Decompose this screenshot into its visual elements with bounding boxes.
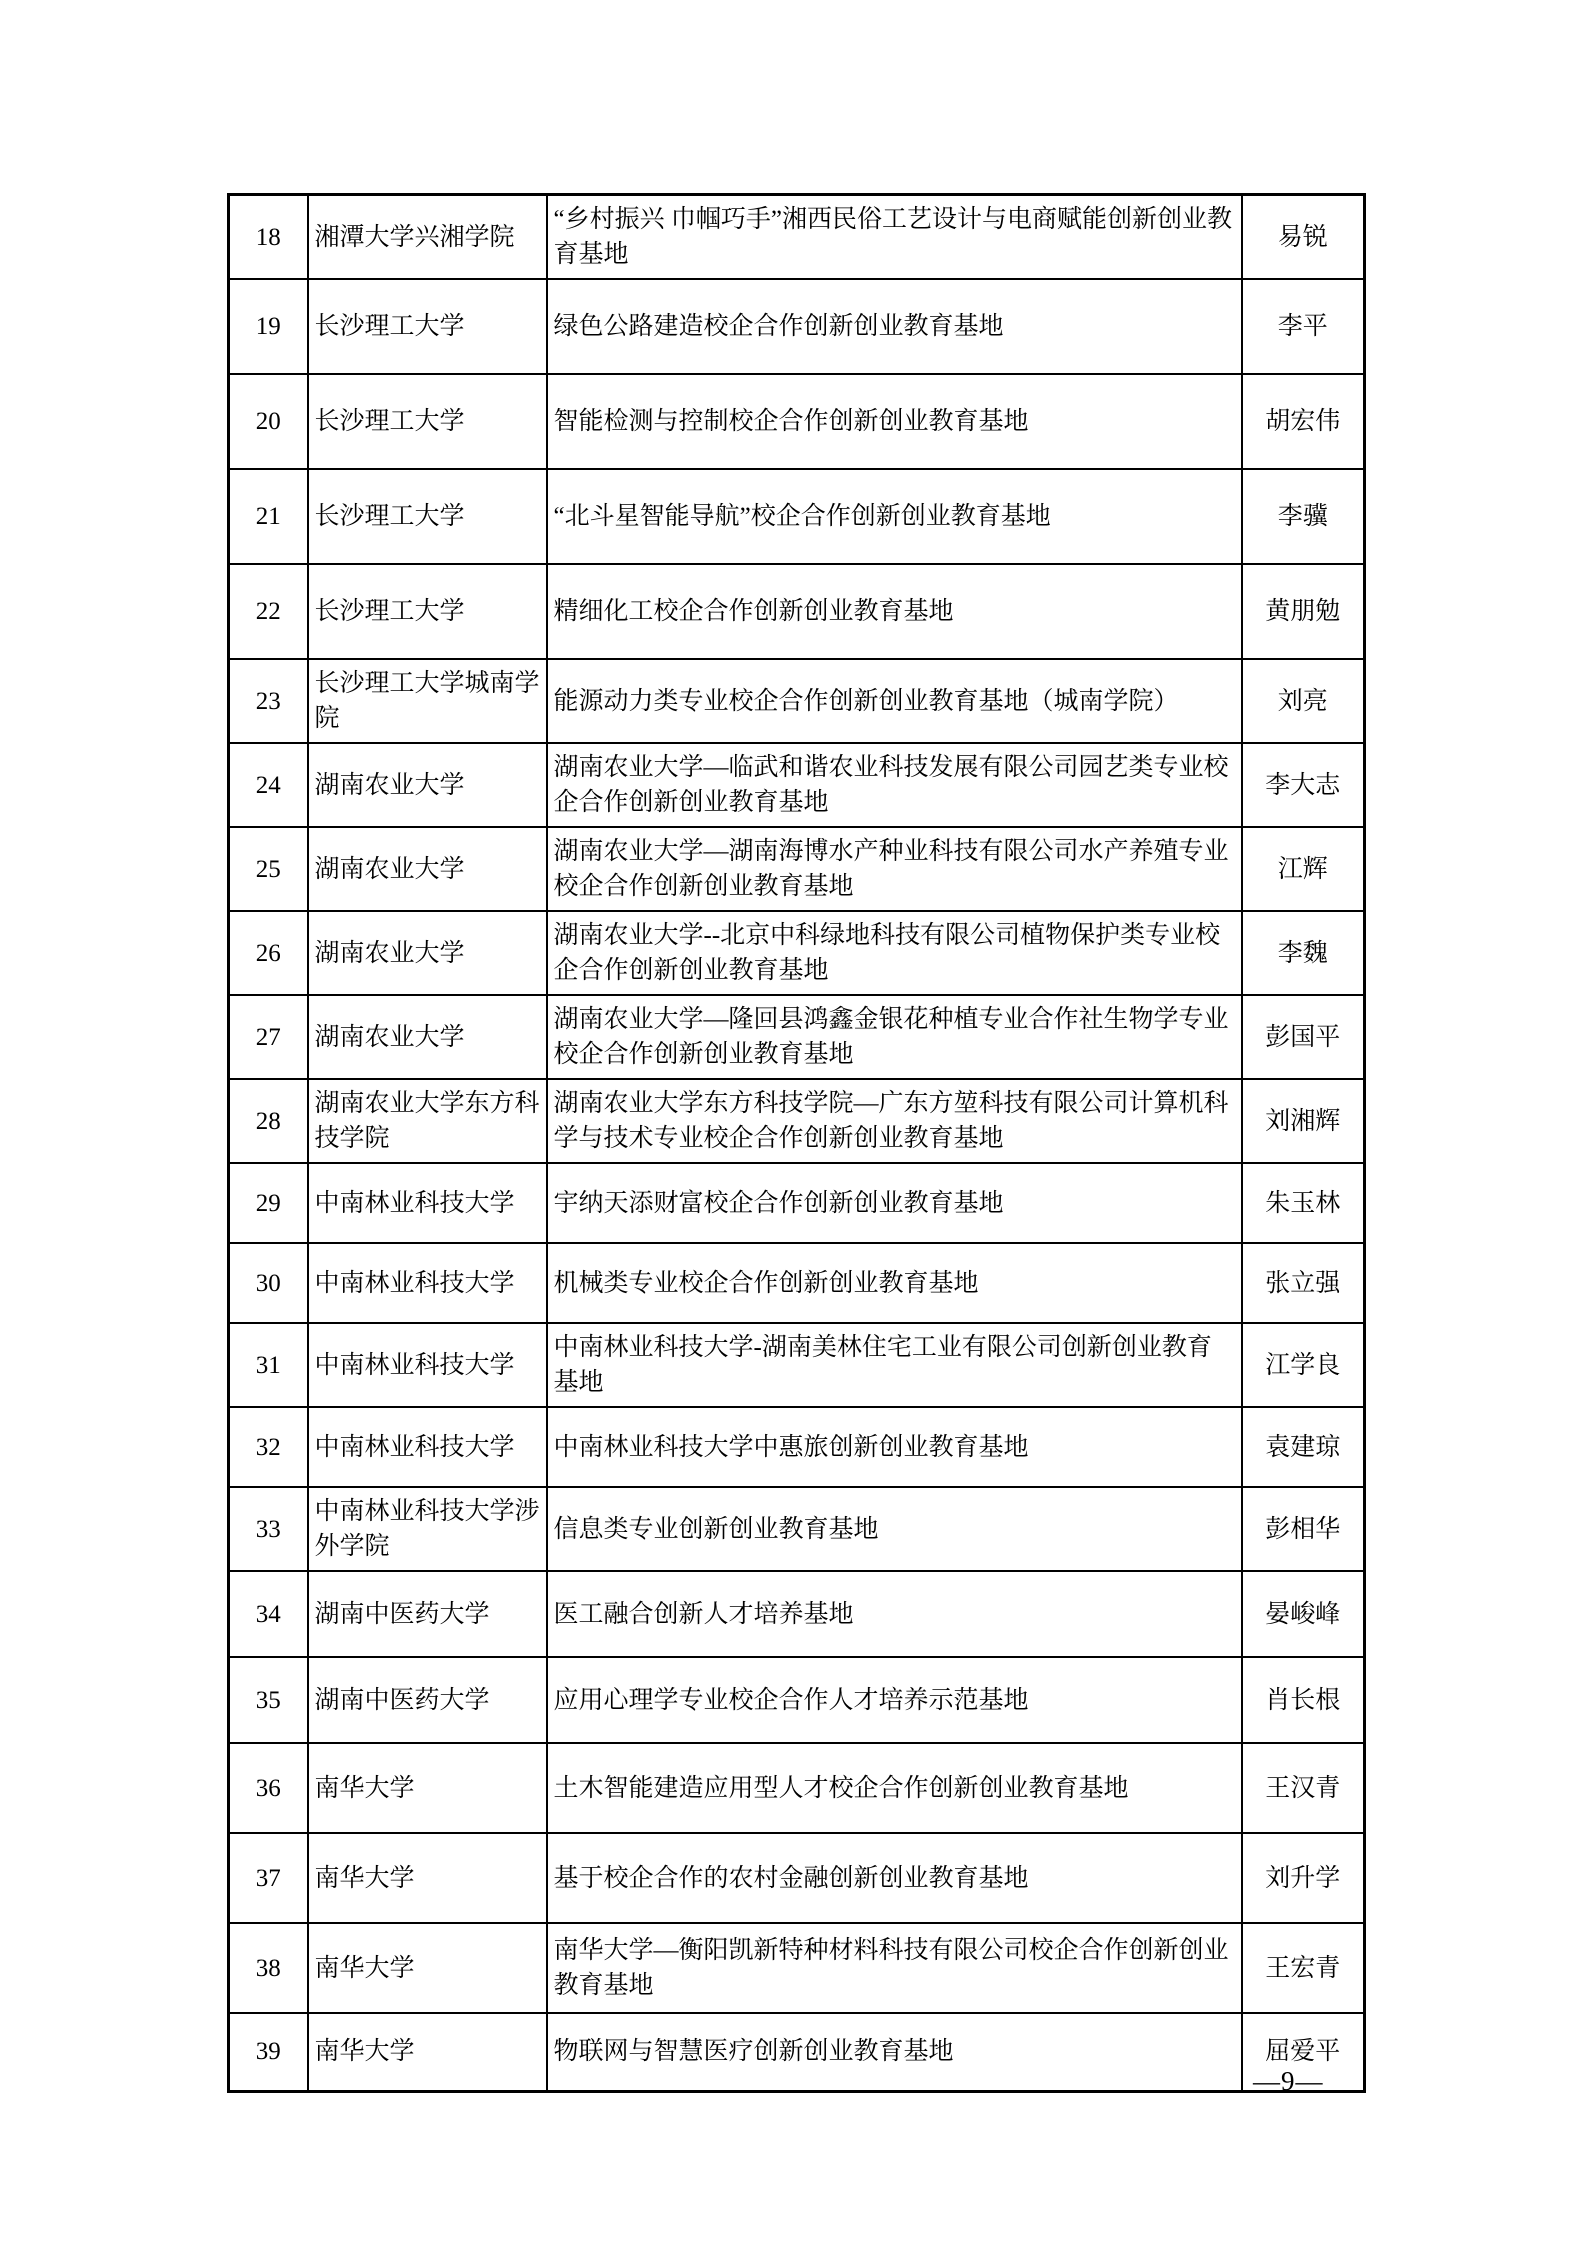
table-row	[229, 1407, 1365, 1487]
table-row	[229, 1163, 1365, 1243]
base-name-cell: 湖南农业大学--北京中科绿地科技有限公司植物保护类专业校企合作创新创业教育基地	[547, 911, 1242, 995]
leader-name-cell: 江学良	[1242, 1323, 1365, 1407]
education-base-table	[227, 193, 1366, 2093]
leader-name-cell: 李大志	[1242, 743, 1365, 827]
school-name-cell: 长沙理工大学	[308, 469, 547, 564]
school-name-cell: 长沙理工大学	[308, 279, 547, 374]
school-name-cell: 湖南农业大学东方科技学院	[308, 1079, 547, 1163]
row-number-cell: 30	[229, 1243, 308, 1323]
school-name-cell: 南华大学	[308, 1833, 547, 1923]
base-name-cell: 南华大学—衡阳凯新特种材料科技有限公司校企合作创新创业教育基地	[547, 1923, 1242, 2013]
row-number-cell: 19	[229, 279, 308, 374]
base-name-cell: “北斗星智能导航”校企合作创新创业教育基地	[547, 469, 1242, 564]
school-name-cell: 长沙理工大学	[308, 564, 547, 659]
table-row	[229, 564, 1365, 659]
row-number-cell: 33	[229, 1487, 308, 1571]
table-row	[229, 195, 1365, 280]
table-row	[229, 374, 1365, 469]
base-name-cell: 湖南农业大学—临武和谐农业科技发展有限公司园艺类专业校企合作创新创业教育基地	[547, 743, 1242, 827]
table-row	[229, 743, 1365, 827]
table-row	[229, 1323, 1365, 1407]
table-row	[229, 2013, 1365, 2091]
row-number-cell: 37	[229, 1833, 308, 1923]
leader-name-cell: 晏峻峰	[1242, 1571, 1365, 1657]
table-row	[229, 1079, 1365, 1163]
school-name-cell: 中南林业科技大学	[308, 1323, 547, 1407]
table-row	[229, 995, 1365, 1079]
base-name-cell: 湖南农业大学—隆回县鸿鑫金银花种植专业合作社生物学专业校企合作创新创业教育基地	[547, 995, 1242, 1079]
row-number-cell: 27	[229, 995, 308, 1079]
school-name-cell: 南华大学	[308, 1923, 547, 2013]
leader-name-cell: 袁建琼	[1242, 1407, 1365, 1487]
school-name-cell: 中南林业科技大学	[308, 1243, 547, 1323]
row-number-cell: 18	[229, 195, 308, 280]
table-row	[229, 1657, 1365, 1743]
school-name-cell: 中南林业科技大学	[308, 1163, 547, 1243]
leader-name-cell: 屈爱平	[1242, 2013, 1365, 2091]
page-number: —9—	[1253, 2066, 1324, 2096]
row-number-cell: 20	[229, 374, 308, 469]
leader-name-cell: 李魏	[1242, 911, 1365, 995]
base-name-cell: 宇纳天添财富校企合作创新创业教育基地	[547, 1163, 1242, 1243]
base-name-cell: 物联网与智慧医疗创新创业教育基地	[547, 2013, 1242, 2091]
table-row	[229, 1487, 1365, 1571]
table-row	[229, 659, 1365, 743]
school-name-cell: 南华大学	[308, 2013, 547, 2091]
row-number-cell: 38	[229, 1923, 308, 2013]
table-row	[229, 279, 1365, 374]
leader-name-cell: 胡宏伟	[1242, 374, 1365, 469]
table-row	[229, 1243, 1365, 1323]
leader-name-cell: 刘湘辉	[1242, 1079, 1365, 1163]
leader-name-cell: 李骥	[1242, 469, 1365, 564]
base-name-cell: 应用心理学专业校企合作人才培养示范基地	[547, 1657, 1242, 1743]
school-name-cell: 中南林业科技大学涉外学院	[308, 1487, 547, 1571]
table-row	[229, 1571, 1365, 1657]
row-number-cell: 39	[229, 2013, 308, 2091]
leader-name-cell: 易锐	[1242, 195, 1365, 280]
leader-name-cell: 彭相华	[1242, 1487, 1365, 1571]
table-row	[229, 1743, 1365, 1833]
base-name-cell: 能源动力类专业校企合作创新创业教育基地（城南学院）	[547, 659, 1242, 743]
base-name-cell: 湖南农业大学—湖南海博水产种业科技有限公司水产养殖专业校企合作创新创业教育基地	[547, 827, 1242, 911]
leader-name-cell: 朱玉林	[1242, 1163, 1365, 1243]
table-body	[229, 195, 1365, 2092]
leader-name-cell: 江辉	[1242, 827, 1365, 911]
base-name-cell: 中南林业科技大学-湖南美林住宅工业有限公司创新创业教育基地	[547, 1323, 1242, 1407]
base-name-cell: “乡村振兴 巾帼巧手”湘西民俗工艺设计与电商赋能创新创业教育基地	[547, 195, 1242, 280]
row-number-cell: 25	[229, 827, 308, 911]
row-number-cell: 31	[229, 1323, 308, 1407]
row-number-cell: 26	[229, 911, 308, 995]
row-number-cell: 24	[229, 743, 308, 827]
leader-name-cell: 刘升学	[1242, 1833, 1365, 1923]
row-number-cell: 22	[229, 564, 308, 659]
row-number-cell: 36	[229, 1743, 308, 1833]
school-name-cell: 南华大学	[308, 1743, 547, 1833]
base-name-cell: 机械类专业校企合作创新创业教育基地	[547, 1243, 1242, 1323]
school-name-cell: 湖南中医药大学	[308, 1571, 547, 1657]
leader-name-cell: 张立强	[1242, 1243, 1365, 1323]
base-name-cell: 基于校企合作的农村金融创新创业教育基地	[547, 1833, 1242, 1923]
school-name-cell: 湘潭大学兴湘学院	[308, 195, 547, 280]
base-name-cell: 信息类专业创新创业教育基地	[547, 1487, 1242, 1571]
leader-name-cell: 李平	[1242, 279, 1365, 374]
table-row	[229, 911, 1365, 995]
school-name-cell: 湖南中医药大学	[308, 1657, 547, 1743]
row-number-cell: 29	[229, 1163, 308, 1243]
base-name-cell: 中南林业科技大学中惠旅创新创业教育基地	[547, 1407, 1242, 1487]
base-name-cell: 智能检测与控制校企合作创新创业教育基地	[547, 374, 1242, 469]
leader-name-cell: 王汉青	[1242, 1743, 1365, 1833]
table-row	[229, 1833, 1365, 1923]
leader-name-cell: 刘亮	[1242, 659, 1365, 743]
base-name-cell: 医工融合创新人才培养基地	[547, 1571, 1242, 1657]
leader-name-cell: 彭国平	[1242, 995, 1365, 1079]
school-name-cell: 中南林业科技大学	[308, 1407, 547, 1487]
table-row	[229, 827, 1365, 911]
school-name-cell: 湖南农业大学	[308, 743, 547, 827]
school-name-cell: 长沙理工大学	[308, 374, 547, 469]
table-row	[229, 1923, 1365, 2013]
school-name-cell: 湖南农业大学	[308, 827, 547, 911]
row-number-cell: 21	[229, 469, 308, 564]
leader-name-cell: 王宏青	[1242, 1923, 1365, 2013]
leader-name-cell: 黄朋勉	[1242, 564, 1365, 659]
row-number-cell: 23	[229, 659, 308, 743]
row-number-cell: 28	[229, 1079, 308, 1163]
leader-name-cell: 肖长根	[1242, 1657, 1365, 1743]
base-name-cell: 绿色公路建造校企合作创新创业教育基地	[547, 279, 1242, 374]
base-name-cell: 湖南农业大学东方科技学院—广东方堃科技有限公司计算机科学与技术专业校企合作创新创业教育基地	[547, 1079, 1242, 1163]
row-number-cell: 34	[229, 1571, 308, 1657]
base-name-cell: 土木智能建造应用型人才校企合作创新创业教育基地	[547, 1743, 1242, 1833]
school-name-cell: 湖南农业大学	[308, 911, 547, 995]
row-number-cell: 35	[229, 1657, 308, 1743]
table-row	[229, 469, 1365, 564]
row-number-cell: 32	[229, 1407, 308, 1487]
school-name-cell: 长沙理工大学城南学院	[308, 659, 547, 743]
school-name-cell: 湖南农业大学	[308, 995, 547, 1079]
base-name-cell: 精细化工校企合作创新创业教育基地	[547, 564, 1242, 659]
